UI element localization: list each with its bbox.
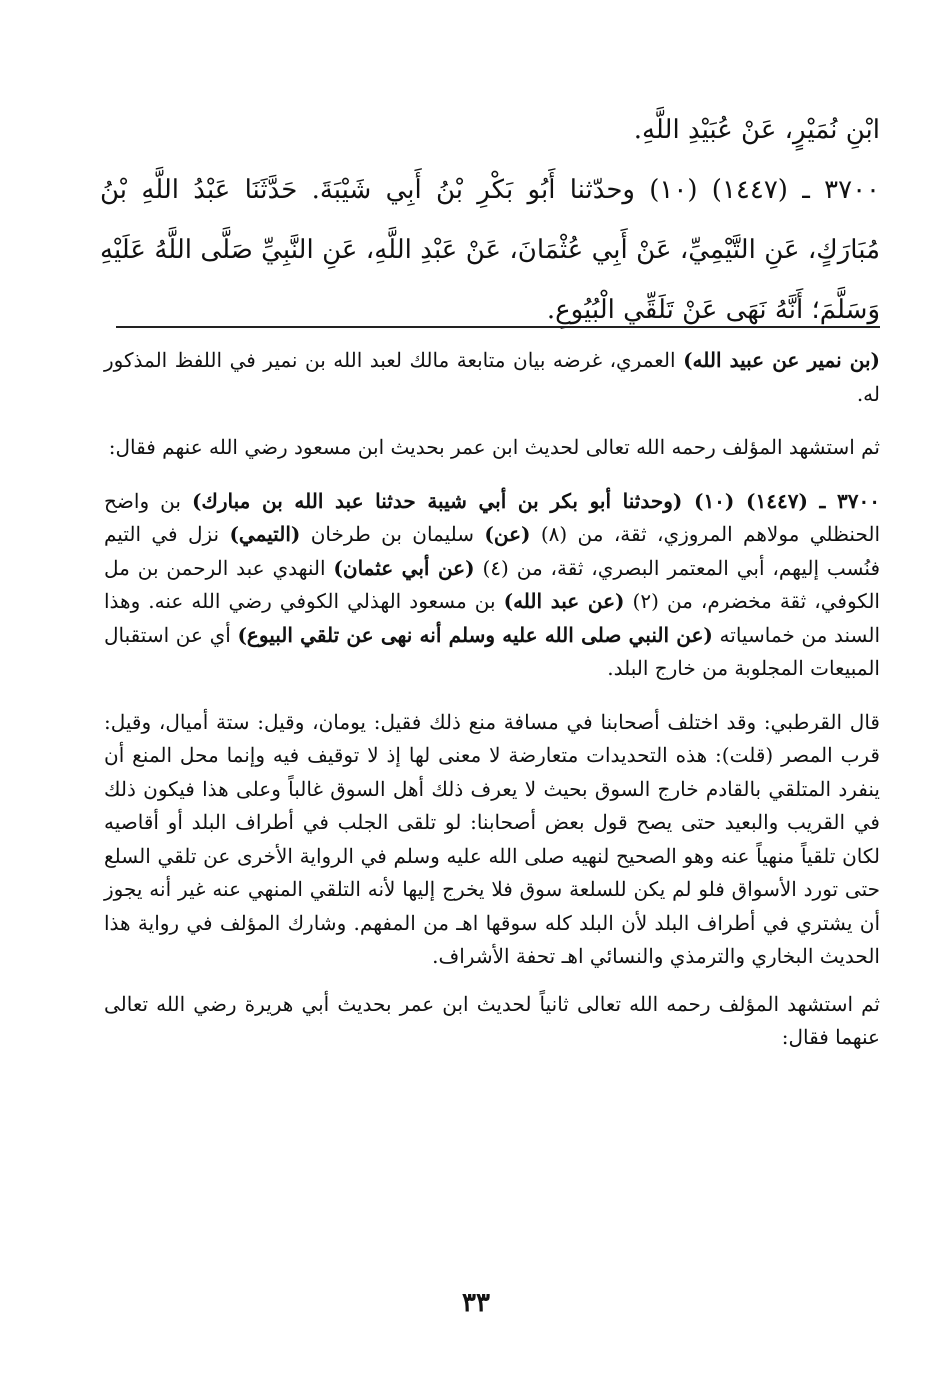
commentary-paragraph-3	[104, 485, 880, 686]
commentary-paragraph-1	[104, 344, 880, 411]
page-number: ٣٣	[462, 1288, 490, 1318]
hadith-line-1: ابْنِ نُمَيْرٍ، عَنْ عُبَيْدِ اللَّهِ.	[633, 115, 880, 145]
footnote-divider	[116, 326, 880, 328]
bold-phrase: (عن أبي عثمان)	[333, 555, 475, 580]
text-run: نزل في التيم فنُسب إليهم، أبي المعتمر البصري، ثقة، من (٤)	[104, 522, 881, 580]
hadith-text-block	[100, 100, 880, 340]
text-run: بن مسعود الهذلي الكوفي رضي الله عنه. وهذا السند من خماسياته	[104, 589, 881, 647]
commentary-paragraph-4: قال القرطبي: وقد اختلف أصحابنا في مسافة منع ذلك فقيل: يومان، وقيل: ستة أميال، وقيل: قرب المصر (قلت): هذه التحديدات متعارضة لا معنى لها إذ لا توقيف فيه وإنما محل المنع أن ينفرد المتلقي بالقادم خارج السوق بحيث لا يعرف ذلك أهل السوق غالباً وعلى هذا فيكون ذلك في القريب والبعيد حتى يصح قول بعض أصحابنا: لو تلقى الجلب في أطراف البلد أو أقاصيه لكان تلقياً منهياً عنه وهو الصحيح لنهيه صلى الله عليه وسلم في الرواية الأخرى عن تلقي السلع حتى تورد الأسواق فلو لم يكن للسلعة سوق فلا يخرج إليها لأنه التلقي المنهي عنه غير أنه يجوز أن يشتري في أطراف البلد لأن البلد كله سوقها اهـ من المفهم. وشارك المؤلف في رواية هذا الحديث البخاري والترمذي والنسائي اهـ تحفة الأشراف.	[104, 709, 880, 968]
bold-phrase: (التيمي)	[229, 522, 301, 546]
bold-phrase: (عن عبد الله)	[503, 589, 625, 613]
commentary-paragraph-2: ثم استشهد المؤلف رحمه الله تعالى لحديث ابن عمر بحديث ابن مسعود رضي الله عنهم فقال:	[108, 435, 880, 459]
text-run: سليمان بن طرخان	[300, 522, 485, 546]
hadith-paragraph-2: ٣٧٠٠ ـ (١٤٤٧) (١٠) وحدّثنا أَبُو بَكْرِ بْنُ أَبِي شَيْبَةَ. حَدَّثَنَا عَبْدُ اللَّهِ بْنُ مُبَارَكٍ، عَنِ التَّيْمِيِّ، عَنْ أَبِي عُثْمَانَ، عَنْ عَبْدِ اللَّهِ، عَنِ النَّبِيِّ صَلَّى اللَّهُ عَلَيْهِ وَسَلَّمَ؛ أَنَّهُ نَهَى عَنْ تَلَقِّي الْبُيُوعِ.	[100, 175, 880, 325]
bold-phrase: ٣٧٠٠ ـ (١٤٤٧) (١٠) (وحدثنا أبو بكر بن أبي شيبة حدثنا عبد الله بن مبارك)	[191, 488, 880, 513]
bold-phrase: (بن نمير عن عبيد الله)	[683, 348, 881, 372]
bold-phrase: (عن)	[484, 522, 531, 546]
bold-phrase: (عن النبي صلى الله عليه وسلم أنه نهى عن تلقي البيوع)	[237, 622, 713, 647]
text-run: بن واضح الحنظلي مولاهم المروزي، ثقة، من (٨)	[104, 488, 881, 546]
commentary-block	[104, 344, 880, 1075]
text-run: أي عن استقبال المبيعات المجلوبة من خارج البلد.	[104, 622, 880, 680]
commentary-paragraph-5: ثم استشهد المؤلف رحمه الله تعالى ثانياً لحديث ابن عمر بحديث أبي هريرة رضي الله تعالى عنهما فقال:	[104, 991, 880, 1049]
text-run: العمري، غرضه بيان متابعة مالك لعبد الله بن نمير في اللفظ المذكور له.	[104, 348, 880, 406]
text-run: النهدي عبد الرحمن بن مل الكوفي، ثقة مخضرم، من (٢)	[104, 555, 880, 613]
